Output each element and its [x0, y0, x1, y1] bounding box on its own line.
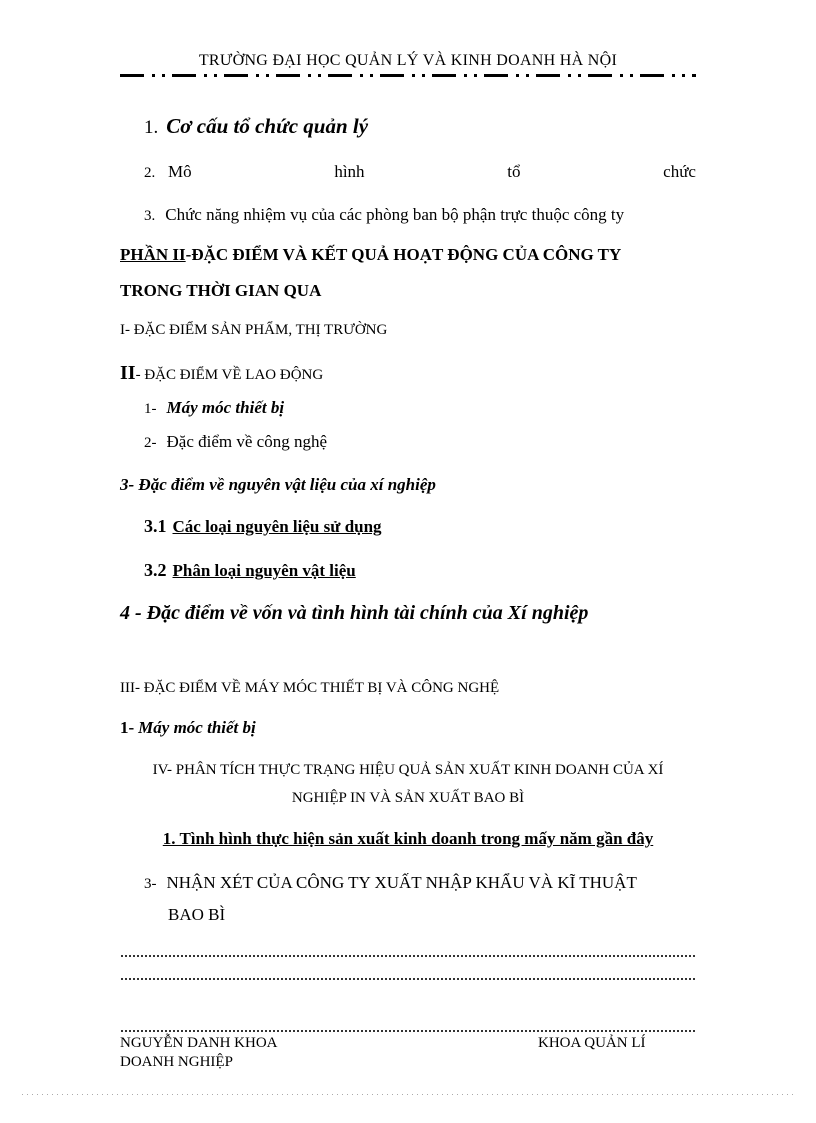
item-1: [144, 114, 368, 139]
subsection-3-2-text: Phân loại nguyên vật liệu: [172, 561, 356, 580]
subsection-4-heading: 4 - Đặc điểm về vốn và tình hình tài chính của Xí nghiệp: [120, 602, 589, 624]
dotted-line: [120, 978, 696, 980]
item-1-heading: Cơ cấu tổ chức quản lý: [166, 114, 369, 138]
section-3-item-1-number: 1-: [120, 718, 135, 737]
section-2-item-2-number: 2-: [144, 435, 157, 451]
item-3: [144, 205, 624, 225]
section-2-item-1-text: Máy móc thiết bị: [166, 398, 285, 417]
part-2-heading: [120, 245, 696, 265]
item-3-text: Chức năng nhiệm vụ của các phòng ban bộ phận trực thuộc công ty: [165, 205, 625, 224]
subsection-3-heading: 3- Đặc điểm về nguyên vật liệu của xí nghiệp: [120, 475, 436, 494]
section-4-item-3-number: 3-: [144, 876, 157, 892]
subsection-3-2-number: 3.2: [144, 560, 167, 580]
part-2-label: PHẦN II: [120, 245, 186, 264]
section-2-item-2-text: Đặc điểm về công nghệ: [166, 432, 327, 451]
subsection-3-1-number: 3.1: [144, 516, 167, 536]
item-1-number: 1.: [144, 117, 159, 138]
footer-left-line1: NGUYỄN DANH KHOA: [120, 1035, 278, 1051]
section-4-heading-line1: IV- PHÂN TÍCH THỰC TRẠNG HIỆU QUẢ SẢN XUẤT KINH DOANH CỦA XÍ: [152, 762, 664, 778]
section-4-item-1: [120, 829, 696, 849]
item-2-word: tổ: [507, 162, 521, 181]
section-3-heading: III- ĐẶC ĐIỂM VỀ MÁY MÓC THIẾT BỊ VÀ CÔNG NGHỆ: [120, 680, 500, 696]
section-4-item-3: [144, 873, 637, 893]
item-3-number: 3.: [144, 208, 156, 224]
item-2-word: Mô: [168, 162, 192, 181]
section-3-item-1: [120, 718, 256, 738]
footer-left-line2: DOANH NGHIỆP: [120, 1054, 233, 1070]
subsection-3-1: [144, 516, 382, 537]
section-3-item-1-text: Máy móc thiết bị: [138, 718, 256, 737]
section-4-item-3-line1: NHẬN XÉT CỦA CÔNG TY XUẤT NHẬP KHẨU VÀ KĨ THUẬT: [166, 873, 637, 892]
section-1-heading: I- ĐẶC ĐIỂM SẢN PHẨM, THỊ TRƯỜNG: [120, 322, 388, 338]
dotted-line: [120, 955, 696, 957]
part-2-heading-line1: [120, 245, 621, 265]
item-2-number: 2.: [144, 165, 156, 181]
section-2-item-1: [144, 398, 284, 418]
page-bottom-border: [20, 1094, 796, 1095]
section-2-title: - ĐẶC ĐIỂM VỀ LAO ĐỘNG: [135, 367, 324, 383]
part-2-title: -ĐẶC ĐIỂM VÀ KẾT QUẢ HOẠT ĐỘNG CỦA CÔNG TY: [185, 245, 622, 264]
section-4-item-3-line2: BAO BÌ: [168, 905, 226, 924]
section-4-item-1-text: 1. Tình hình thực hiện sản xuất kinh doanh trong mấy năm gần đây: [162, 829, 654, 848]
section-2-item-1-number: 1-: [144, 401, 157, 417]
page-header-title: TRƯỜNG ĐẠI HỌC QUẢN LÝ VÀ KINH DOANH HÀ NỘI: [198, 52, 618, 69]
footer-dotted-rule: [120, 1030, 696, 1032]
section-4-heading-line2: NGHIỆP IN VÀ SẢN XUẤT BAO BÌ: [291, 790, 525, 806]
header-divider: [120, 74, 696, 77]
item-2-words: [168, 162, 696, 182]
subsection-3-2: [144, 560, 356, 581]
section-2-item-2: [144, 432, 327, 452]
item-2-word: chức: [663, 162, 696, 181]
section-2-heading: [120, 362, 323, 385]
part-2-heading-line2: TRONG THỜI GIAN QUA: [120, 281, 322, 300]
section-2-roman: II: [120, 362, 136, 384]
subsection-3-1-text: Các loại nguyên liệu sử dụng: [172, 517, 382, 536]
footer-right: KHOA QUẢN LÍ: [538, 1035, 646, 1051]
item-2-word: hình: [334, 162, 365, 181]
